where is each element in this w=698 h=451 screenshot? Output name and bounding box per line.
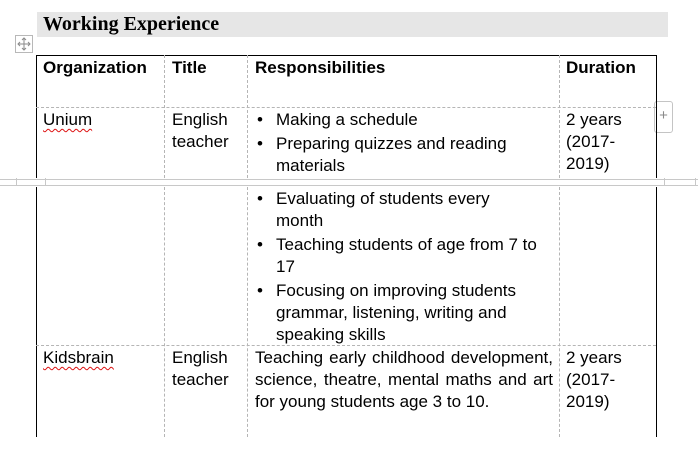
list-item: • Teaching students of age from 7 to 17 (250, 234, 538, 278)
plus-icon: + (659, 107, 668, 124)
row-unium-responsibilities-page2 (276, 188, 538, 348)
row-unium-duration (566, 109, 622, 175)
title-line: teacher (172, 370, 229, 389)
page-break (0, 178, 698, 187)
row-unium-responsibilities-page1 (276, 109, 521, 179)
header-responsibilities: Responsibilities (255, 58, 386, 77)
title-line: English (172, 348, 228, 367)
duration-line: 2019) (566, 154, 610, 173)
title-line: teacher (172, 132, 229, 151)
list-item: • Making a schedule (250, 109, 521, 131)
row-kidsbrain-description: Teaching early childhood development, science, theatre, mental maths and art for young students age 3 to 10. (255, 348, 553, 411)
duration-line: (2017- (566, 370, 616, 389)
duration-line: 2 years (566, 110, 622, 129)
row-unium-title (172, 109, 229, 153)
table-move-handle[interactable] (15, 35, 33, 53)
header-title: Title (172, 58, 207, 77)
title-line: English (172, 110, 228, 129)
duration-line: 2 years (566, 348, 622, 367)
duration-line: 2019) (566, 392, 610, 411)
row-kidsbrain-organization (43, 347, 114, 369)
header-duration: Duration (566, 58, 636, 77)
organization-name: Kidsbrain (43, 348, 114, 367)
row-kidsbrain-duration (566, 347, 622, 413)
header-organization: Organization (43, 58, 147, 77)
duration-line: (2017- (566, 132, 616, 151)
section-heading: Working Experience (37, 12, 668, 37)
organization-name: Unium (43, 110, 93, 129)
row-unium-organization (43, 109, 92, 131)
list-item: • Evaluating of students every month (250, 188, 538, 232)
move-arrows-icon (17, 37, 31, 51)
list-item: • Focusing on improving students grammar, listening, writing and speaking skills (250, 280, 538, 346)
row-kidsbrain-title (172, 347, 229, 391)
list-item: • Preparing quizzes and reading materials (250, 133, 521, 177)
